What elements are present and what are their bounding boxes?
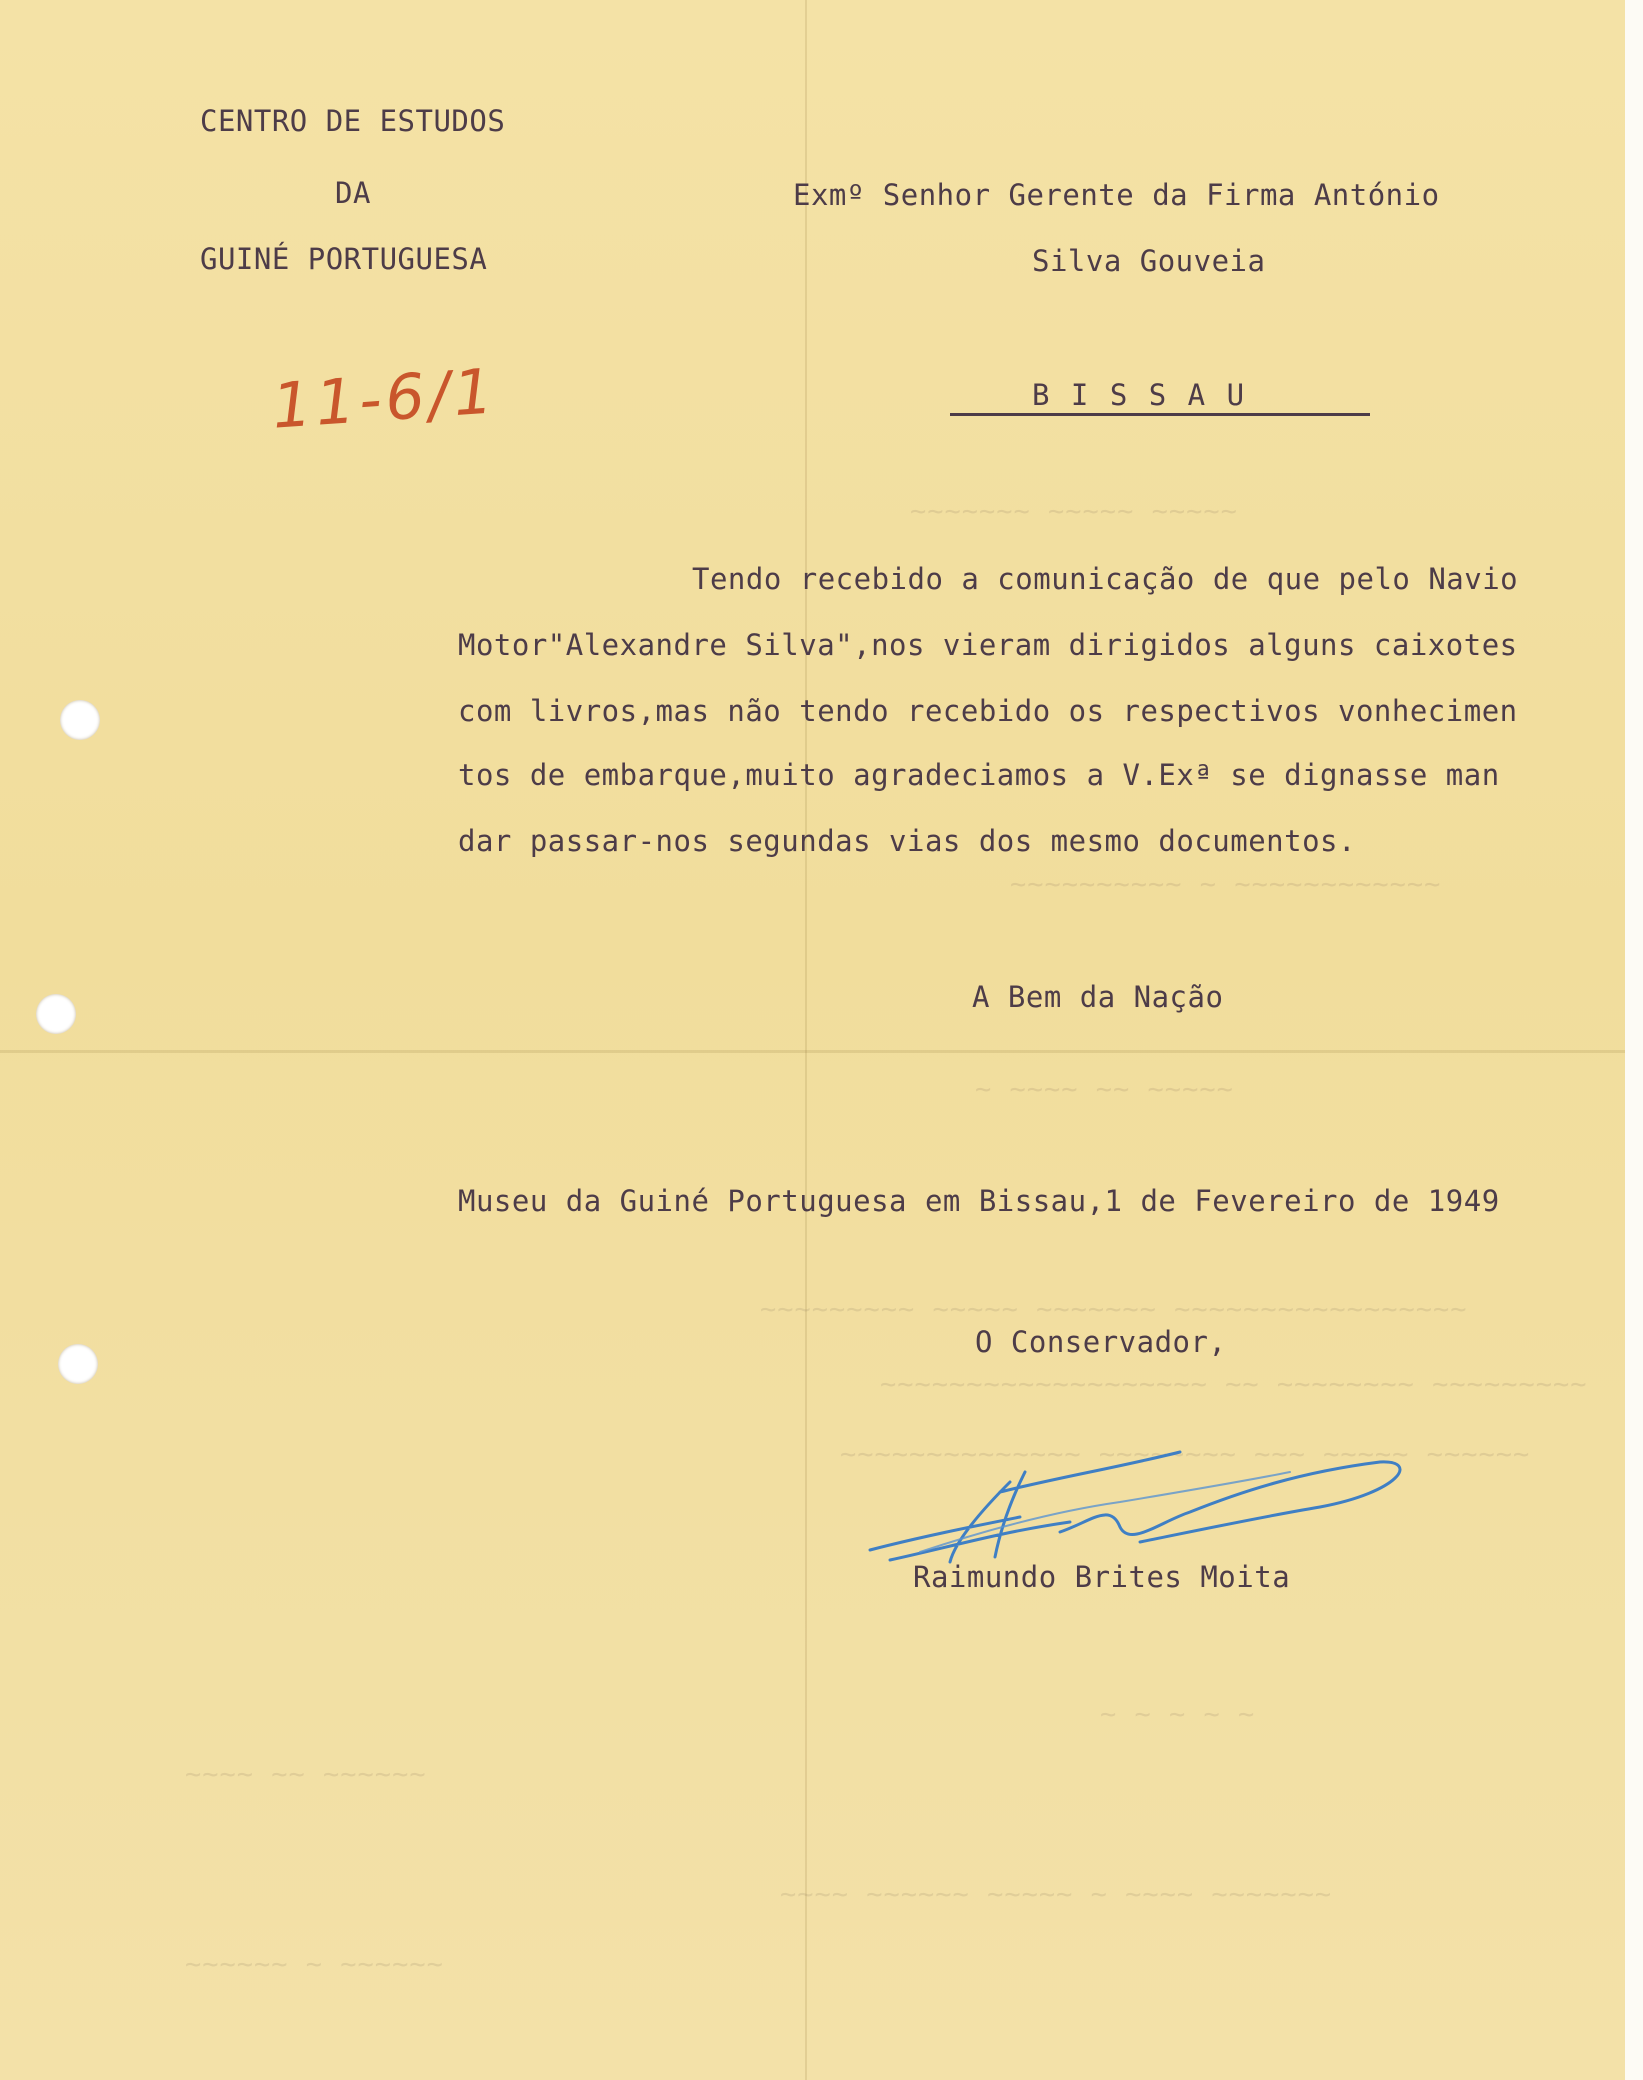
signatory-title: O Conservador, xyxy=(975,1325,1227,1359)
show-through-text: ~ ~~~~ ~~ ~~~~~ xyxy=(975,1074,1234,1105)
place-and-date: Museu da Guiné Portuguesa em Bissau,1 de Fevereiro de 1949 xyxy=(458,1184,1500,1218)
body-line-3: com livros,mas não tendo recebido os respectivos vonhecimen xyxy=(458,694,1518,728)
body-line-2: Motor"Alexandre Silva",nos vieram dirigidos alguns caixotes xyxy=(458,628,1518,662)
letterhead-line-1: CENTRO DE ESTUDOS xyxy=(200,104,506,138)
signatory-name: Raimundo Brites Moita xyxy=(913,1560,1291,1594)
punch-hole-bottom xyxy=(58,1344,98,1384)
paper-fold-top xyxy=(0,1050,1625,1053)
show-through-text: ~~~~ ~~ ~~~~~~ xyxy=(185,1759,427,1790)
show-through-text: ~~~~~~~~~~~~~~ ~~~~~~~~ ~~~ ~~~~~ ~~~~~~ xyxy=(840,1439,1531,1470)
show-through-text: ~~~~~~~~~~ ~ ~~~~~~~~~~~~ xyxy=(1010,869,1442,900)
addressee-line-2: Silva Gouveia xyxy=(1032,244,1266,278)
punch-hole-middle xyxy=(36,994,76,1034)
show-through-text: ~~~~~~~~~ ~~~~~ ~~~~~~~ ~~~~~~~~~~~~~~~~~ xyxy=(760,1294,1468,1325)
show-through-text: ~~~~ ~~~~~~ ~~~~~ ~ ~~~~ ~~~~~~~ xyxy=(780,1879,1333,1910)
show-through-text: ~~~~~~ ~ ~~~~~~ xyxy=(185,1949,444,1980)
punch-hole-top xyxy=(60,700,100,740)
city-underline xyxy=(950,413,1370,416)
salutation: A Bem da Nação xyxy=(972,980,1224,1014)
paper-fold-vertical xyxy=(805,0,807,2080)
show-through-text: ~~~~~~~ ~~~~~ ~~~~~ xyxy=(910,496,1238,527)
body-line-1: Tendo recebido a comunicação de que pelo Navio xyxy=(692,562,1519,596)
show-through-text: ~ ~ ~ ~ ~ xyxy=(1100,1699,1256,1730)
show-through-text: ~~~~~~~~~~~~~~~~~~~ ~~ ~~~~~~~~ ~~~~~~~~~ xyxy=(880,1369,1588,1400)
addressee-line-1: Exmº Senhor Gerente da Firma António xyxy=(793,178,1440,212)
addressee-city: B I S S A U xyxy=(1032,378,1247,412)
body-line-4: tos de embarque,muito agradeciamos a V.Exª se dignasse man xyxy=(458,758,1500,792)
pencil-reference-mark: 11-6/1 xyxy=(269,354,500,443)
letterhead-line-2: DA xyxy=(335,176,371,210)
body-line-5: dar passar-nos segundas vias dos mesmo documentos. xyxy=(458,824,1356,858)
letterhead-line-3: GUINÉ PORTUGUESA xyxy=(200,242,488,276)
